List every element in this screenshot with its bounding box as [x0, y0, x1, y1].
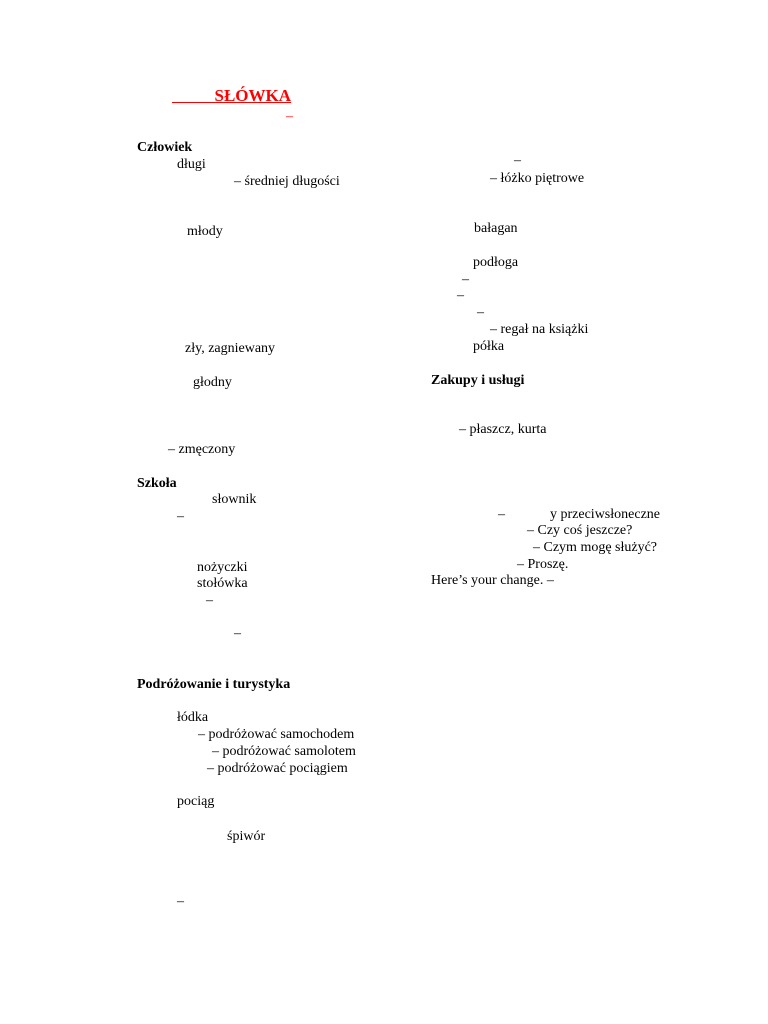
vocab-item: podłoga	[473, 255, 519, 270]
section-heading-zakupy: Zakupy i usługi	[431, 373, 525, 388]
title-dash: –	[286, 109, 293, 124]
vocab-item: –	[234, 626, 241, 641]
vocab-item: – płaszcz, kurta	[459, 422, 547, 437]
vocab-item: bałagan	[474, 221, 518, 236]
vocab-item: – podróżować samochodem	[198, 727, 355, 742]
vocab-item: młody	[187, 224, 223, 239]
vocab-item: –	[457, 288, 464, 303]
vocab-item: –	[177, 509, 184, 524]
page-title: SŁÓWKA	[172, 86, 292, 105]
vocab-item: śpiwór	[227, 829, 266, 844]
vocab-item: nożyczki	[197, 560, 248, 575]
vocab-item: y przeciwsłoneczne	[550, 507, 660, 522]
vocab-item: – Czy coś jeszcze?	[527, 523, 633, 538]
vocab-item: stołówka	[197, 576, 248, 591]
vocab-item: –	[477, 305, 484, 320]
section-heading-szkola: Szkoła	[137, 476, 177, 491]
vocab-item: –	[462, 272, 469, 287]
vocab-item: długi	[177, 157, 206, 172]
vocab-item: Here’s your change. –	[431, 573, 554, 588]
vocab-item: – Proszę.	[517, 557, 569, 572]
vocab-item: –	[206, 593, 213, 608]
vocab-item: – Czym mogę służyć?	[533, 540, 658, 555]
vocab-item: półka	[473, 339, 505, 354]
vocab-item: –	[514, 153, 521, 168]
vocab-item: – regał na książki	[490, 322, 589, 337]
vocab-item: –	[177, 894, 184, 909]
vocab-item: – średniej długości	[234, 174, 340, 189]
vocab-item: słownik	[212, 492, 257, 507]
vocab-item: zły, zagniewany	[185, 341, 276, 356]
vocab-item: głodny	[193, 375, 232, 390]
vocab-item: – podróżować pociągiem	[207, 761, 348, 776]
vocab-item: – zmęczony	[168, 442, 236, 457]
vocab-item: – podróżować samolotem	[212, 744, 356, 759]
vocab-item: –	[498, 507, 505, 522]
section-heading-czlowiek: Człowiek	[137, 140, 193, 155]
vocab-item: – łóżko piętrowe	[490, 171, 585, 186]
vocab-item: pociąg	[177, 794, 215, 809]
vocab-item: łódka	[177, 710, 209, 725]
section-heading-podrozowanie: Podróżowanie i turystyka	[137, 677, 291, 692]
